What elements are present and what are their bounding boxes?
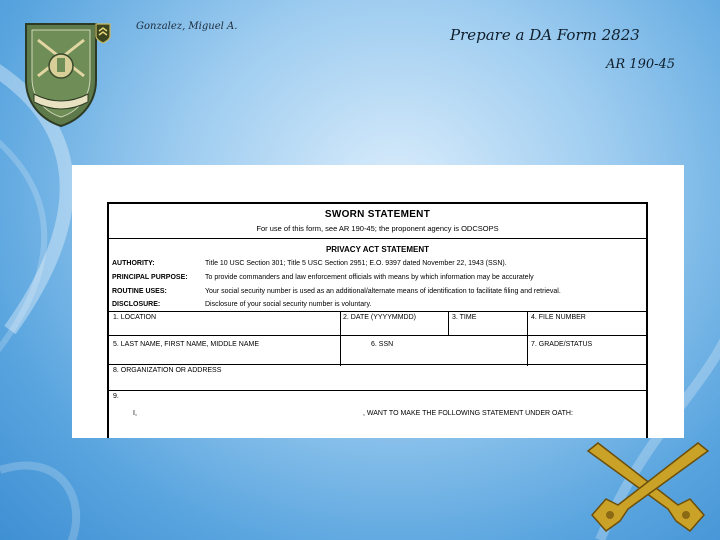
divider [340, 312, 341, 366]
divider [109, 335, 646, 336]
time-field[interactable]: 3. TIME [452, 314, 477, 321]
divider [109, 364, 646, 365]
oath-statement: , WANT TO MAKE THE FOLLOWING STATEMENT UNDER OATH: [363, 410, 573, 417]
organization-field[interactable]: 8. ORGANIZATION OR ADDRESS [113, 367, 222, 374]
military-police-crest-icon [22, 20, 100, 128]
divider [109, 390, 646, 391]
principal-purpose-label: PRINCIPAL PURPOSE: [112, 274, 188, 281]
divider [109, 238, 646, 239]
principal-purpose-text: To provide commanders and law enforcement officials with means by which information may be accurately [205, 274, 534, 281]
authority-text: Title 10 USC Section 301; Title 5 USC Section 2951; E.O. 9397 dated November 22, 1943 (SSN). [205, 260, 507, 267]
slide-title: Prepare a DA Form 2823 [450, 26, 640, 44]
rank-insignia-icon [94, 22, 112, 44]
divider [109, 311, 646, 312]
slide-subtitle: AR 190-45 [606, 57, 676, 72]
author-name: Gonzalez, Miguel A. [136, 21, 238, 32]
form-subtitle: For use of this form, see AR 190-45; the proponent agency is ODCSOPS [256, 224, 499, 233]
da-form-2823 [107, 202, 648, 438]
ssn-field[interactable]: 6. SSN [371, 341, 394, 348]
routine-uses-text: Your social security number is used as an additional/alternate means of identification to facilitate filing and retrieval. [205, 288, 561, 295]
disclosure-text: Disclosure of your social security number is voluntary. [205, 301, 372, 308]
divider [448, 312, 449, 335]
location-field[interactable]: 1. LOCATION [113, 314, 157, 321]
date-field[interactable]: 2. DATE (YYYYMMDD) [343, 314, 416, 321]
i-label[interactable]: I, [133, 410, 137, 417]
form-title: SWORN STATEMENT [324, 209, 431, 220]
privacy-act-title: PRIVACY ACT STATEMENT [325, 245, 430, 254]
grade-status-field[interactable]: 7. GRADE/STATUS [531, 341, 593, 348]
authority-label: AUTHORITY: [112, 260, 155, 267]
routine-uses-label: ROUTINE USES: [112, 288, 167, 295]
name-field[interactable]: 5. LAST NAME, FIRST NAME, MIDDLE NAME [113, 341, 259, 348]
divider [527, 312, 528, 366]
item-9-label: 9. [113, 393, 119, 400]
file-number-field[interactable]: 4. FILE NUMBER [531, 314, 586, 321]
crossed-pistols-icon [582, 435, 714, 539]
disclosure-label: DISCLOSURE: [112, 301, 161, 308]
